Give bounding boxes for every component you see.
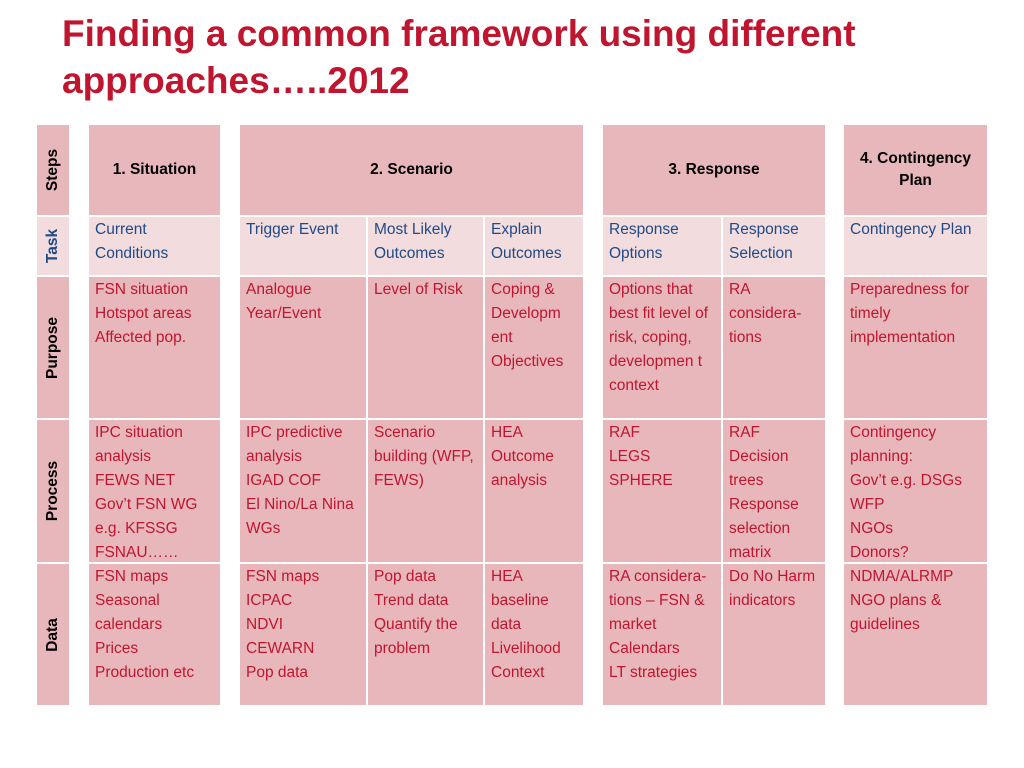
process-label: Process [44,460,61,522]
header-response: 3. Response [602,124,826,216]
task-trigger-event: Trigger Event [239,216,367,276]
purpose-response-selection: RA considera-tions [722,276,826,419]
steps-label-cell [36,124,70,216]
header-scenario: 2. Scenario [239,124,584,216]
data-trigger-event: FSN maps ICPAC NDVI CEWARN Pop data [239,563,367,706]
purpose-contingency: Preparedness for timely implementation [843,276,988,419]
task-explain-outcomes: Explain Outcomes [484,216,584,276]
purpose-explain: Coping & Developm ent Objectives [484,276,584,419]
steps-label: Steps [44,148,61,192]
task-most-likely-outcomes: Most Likely Outcomes [367,216,484,276]
purpose-response-options: Options that best fit level of risk, coping, developmen t context [602,276,722,419]
data-contingency: NDMA/ALRMP NGO plans & guidelines [843,563,988,706]
task-response-options: Response Options [602,216,722,276]
data-label: Data [44,617,61,652]
data-label-cell [36,563,70,706]
data-situation: FSN maps Seasonal calendars Prices Production etc [88,563,221,706]
process-contingency: Contingency planning: Gov’t e.g. DSGs WFP NGOs Donors? [843,419,988,563]
process-trigger-event: IPC predictive analysis IGAD COF El Nino/La Nina WGs [239,419,367,563]
task-current-conditions: Current Conditions [88,216,221,276]
task-response-selection: Response Selection [722,216,826,276]
data-most-likely: Pop data Trend data Quantify the problem [367,563,484,706]
process-situation: IPC situation analysis FEWS NET Gov’t FSN WG e.g. KFSSG FSNAU…… [88,419,221,563]
task-label-cell [36,216,70,276]
process-response-selection: RAF Decision trees Response selection matrix [722,419,826,563]
purpose-situation: FSN situation Hotspot areas Affected pop. [88,276,221,419]
process-label-cell [36,419,70,563]
data-response-options: RA considera-tions – FSN & market Calendars LT strategies [602,563,722,706]
data-explain: HEA baseline data Livelihood Context [484,563,584,706]
header-situation: 1. Situation [88,124,221,216]
purpose-label: Purpose [44,316,61,379]
header-contingency: 4. Contingency Plan [843,124,988,216]
purpose-trigger-event: Analogue Year/Event [239,276,367,419]
purpose-most-likely: Level of Risk [367,276,484,419]
process-response-options: RAF LEGS SPHERE [602,419,722,563]
process-most-likely: Scenario building (WFP, FEWS) [367,419,484,563]
slide-title: Finding a common framework using different approaches…..2012 [62,13,856,101]
data-response-selection: Do No Harm indicators [722,563,826,706]
task-label: Task [44,228,61,264]
purpose-label-cell [36,276,70,419]
task-contingency-plan: Contingency Plan [843,216,988,276]
process-explain: HEA Outcome analysis [484,419,584,563]
